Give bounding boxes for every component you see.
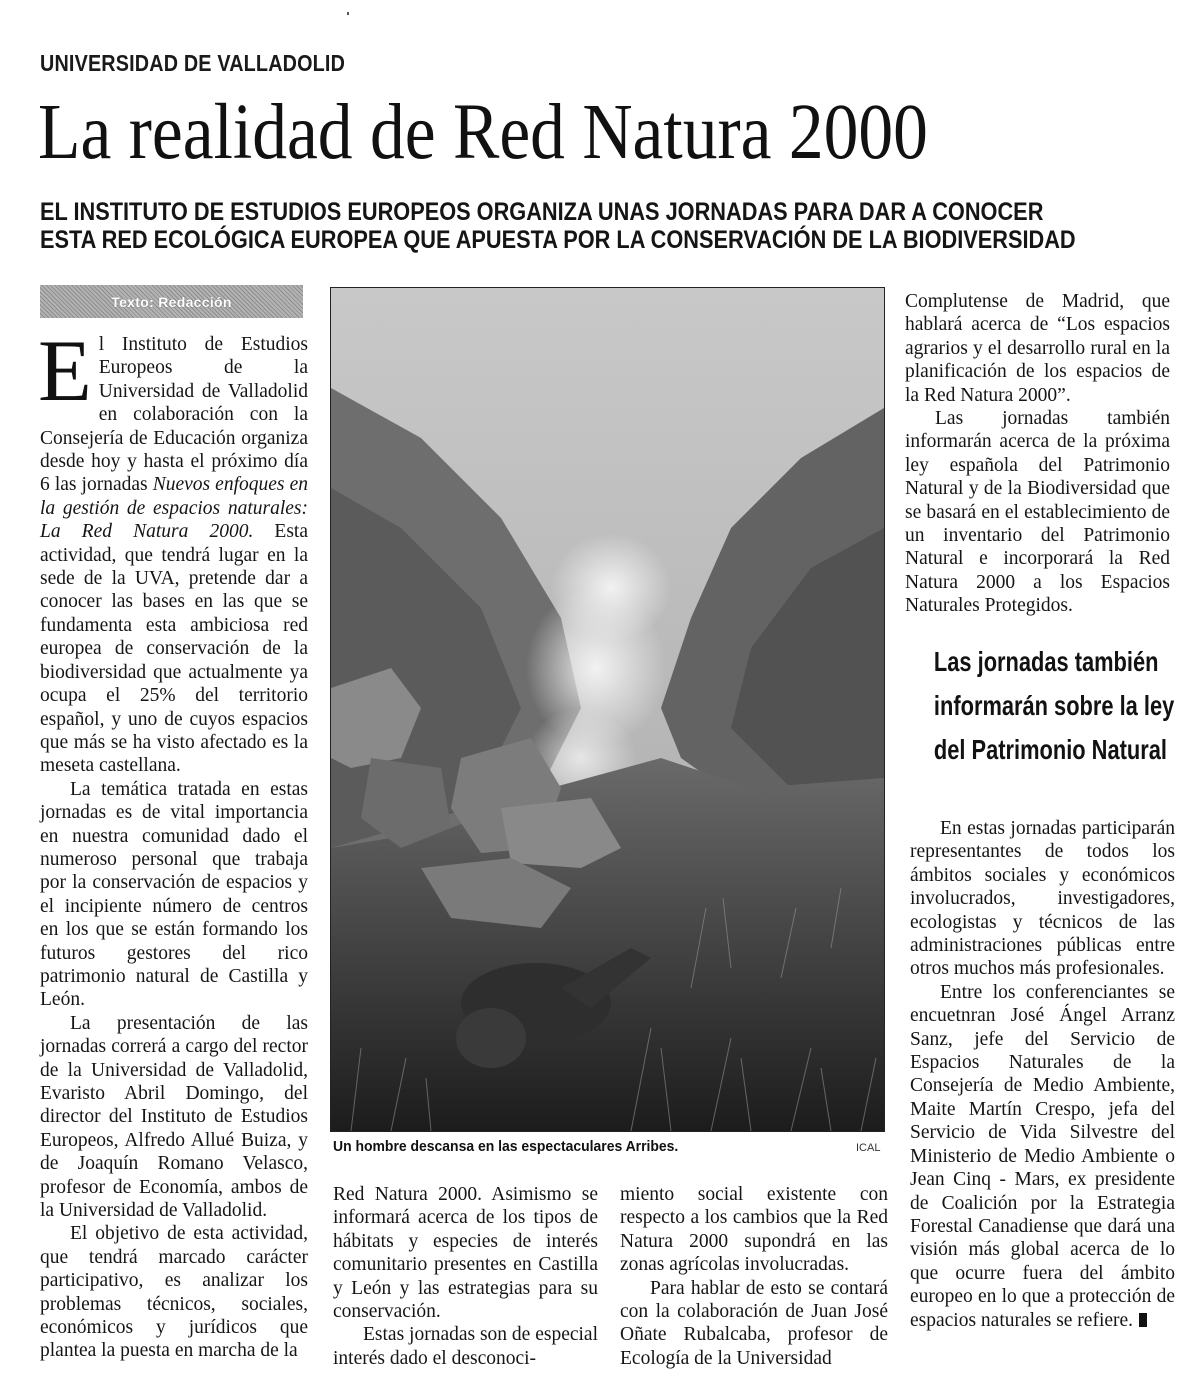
subheadline-line-2: ESTA RED ECOLÓGICA EUROPEA QUE APUESTA POR LA CONSERVACIÓN DE LA BIODIVERSIDAD: [40, 226, 1076, 254]
headline: La realidad de Red Natura 2000: [38, 89, 928, 176]
article-photo: [330, 287, 885, 1132]
paragraph-4: El objetivo de esta actividad, que tendrá marcado carácter participativo, es analizar los problemas técnicos, sociales, económicos y jurídicos que plantea la puesta en marcha de la: [40, 1223, 308, 1362]
column-4-bottom: [910, 817, 1175, 1332]
paragraph-1: [38, 323, 308, 778]
landscape-photo-illustration: [331, 288, 884, 1131]
col4-paragraph-4: [910, 981, 1175, 1332]
subheadline-line-1: EL INSTITUTO DE ESTUDIOS EUROPEOS ORGANIZA UNAS JORNADAS PARA DAR A CONOCER: [40, 198, 1044, 226]
col2-paragraph-2: Estas jornadas son de especial interés dado el desconoci-: [333, 1324, 599, 1369]
byline-bar: [40, 285, 303, 318]
pull-quote: [904, 640, 1176, 772]
pull-quote-line-2: informarán sobre la ley: [933, 690, 1175, 721]
col2-paragraph-1: Red Natura 2000. Asimismo se informará acerca de los tipos de hábitats y especies de interés comunitario presentes en Castilla y León y las estrategias para su conservación.: [333, 1184, 598, 1323]
column-3: [620, 1183, 888, 1370]
col3-paragraph-1: miento social existente con respecto a los cambios que la Red Natura 2000 supondrá en las zonas agrícolas involucradas.: [620, 1184, 888, 1276]
paragraph-3: La presentación de las jornadas correrá a cargo del rector de la Universidad de Valladolid, Evaristo Abril Domingo, del director del Instituto de Estudios Europeos, Alfredo Allué Buiza, y de Joaquín Romano Velasco, profesor de Economía, ambos de la Universidad de Valladolid.: [40, 1012, 308, 1222]
paragraph-1-text-a: l Instituto de Estudios Europeos de la Universidad de Valladolid en colaboración con la Consejería de Educación organiza desde hoy y hasta el próximo día 6 las jornadas: [40, 334, 308, 496]
paragraph-1-italic-title: Nuevos enfoques en la gestión de espacios naturales: La Red Natura 2000.: [40, 474, 308, 543]
column-4-top: [905, 290, 1170, 618]
photo-credit: ICAL: [856, 1142, 881, 1154]
scan-speck: [347, 12, 349, 15]
end-mark-icon: [1137, 1313, 1147, 1327]
paragraph-2: La temática tratada en estas jornadas es de vital importancia en nuestra comunidad dado el numeroso personal que trabaja por la conservación de espacios y el incipiente número de centros en los que se están formando los futuros gestores del rico patrimonio natural de Castilla y León.: [40, 778, 308, 1011]
paragraph-1-text-b: Esta actividad, que tendrá lugar en la sede de la UVA, pretende dar a conocer las bases en las que se fundamenta esta ambiciosa red europea de conservación de la biodiversidad que actualmente ya ocupa el 25% del territorio español, y uno de cuyos espacios que más se ha visto afectado es la meseta castellana.: [40, 521, 308, 777]
pull-quote-line-3: del Patrimonio Natural: [933, 734, 1167, 765]
subheadline: [40, 198, 1110, 254]
section-kicker: UNIVERSIDAD DE VALLADOLID: [40, 50, 346, 76]
col4-paragraph-3: En estas jornadas participarán representantes de todos los ámbitos sociales y económicos involucrados, investigadores, ecologistas y técnicos de las administraciones públicas entre otros muchos más profesionales.: [910, 818, 1175, 980]
byline: Texto: Redacción: [111, 293, 232, 310]
col3-paragraph-2: Para hablar de esto se contará con la colaboración de Juan José Oñate Rubalcaba, profesor de Ecología de la Universidad: [620, 1277, 888, 1369]
column-2: [333, 1183, 598, 1370]
col4-paragraph-4-text: Entre los conferenciantes se encuetnran José Ángel Arranz Sanz, jefe del Servicio de Espacios Naturales de la Consejería de Medio Ambiente, Maite Martín Crespo, jefa del Servicio de Vida Silvestre del Ministerio de Medio Ambiente o Jean Cinq - Mars, ex presidente de Coalición por la Estrategia Forestal Canadiense que dará una visión más global acerca de lo que ocurre fuera del ámbito europeo en lo que a protección de espacios naturales se refiere.: [910, 981, 1175, 1331]
pull-quote-line-1: Las jornadas también: [933, 646, 1159, 677]
column-1: [38, 323, 308, 1363]
photo-caption: Un hombre descansa en las espectaculares Arribes.: [333, 1138, 679, 1155]
dropcap: E: [38, 323, 92, 420]
col4-paragraph-1: Complutense de Madrid, que hablará acerca de “Los espacios agrarios y el desarrollo rural en la planificación de los espacios de la Red Natura 2000”.: [905, 291, 1170, 406]
col4-paragraph-2: Las jornadas también informarán acerca de la próxima ley española del Patrimonio Natural y de la Biodiversidad que se basará en el establecimiento de un inventario del Patrimonio Natural e incorporará la Red Natura 2000 a los Espacios Naturales Protegidos.: [905, 408, 1170, 617]
